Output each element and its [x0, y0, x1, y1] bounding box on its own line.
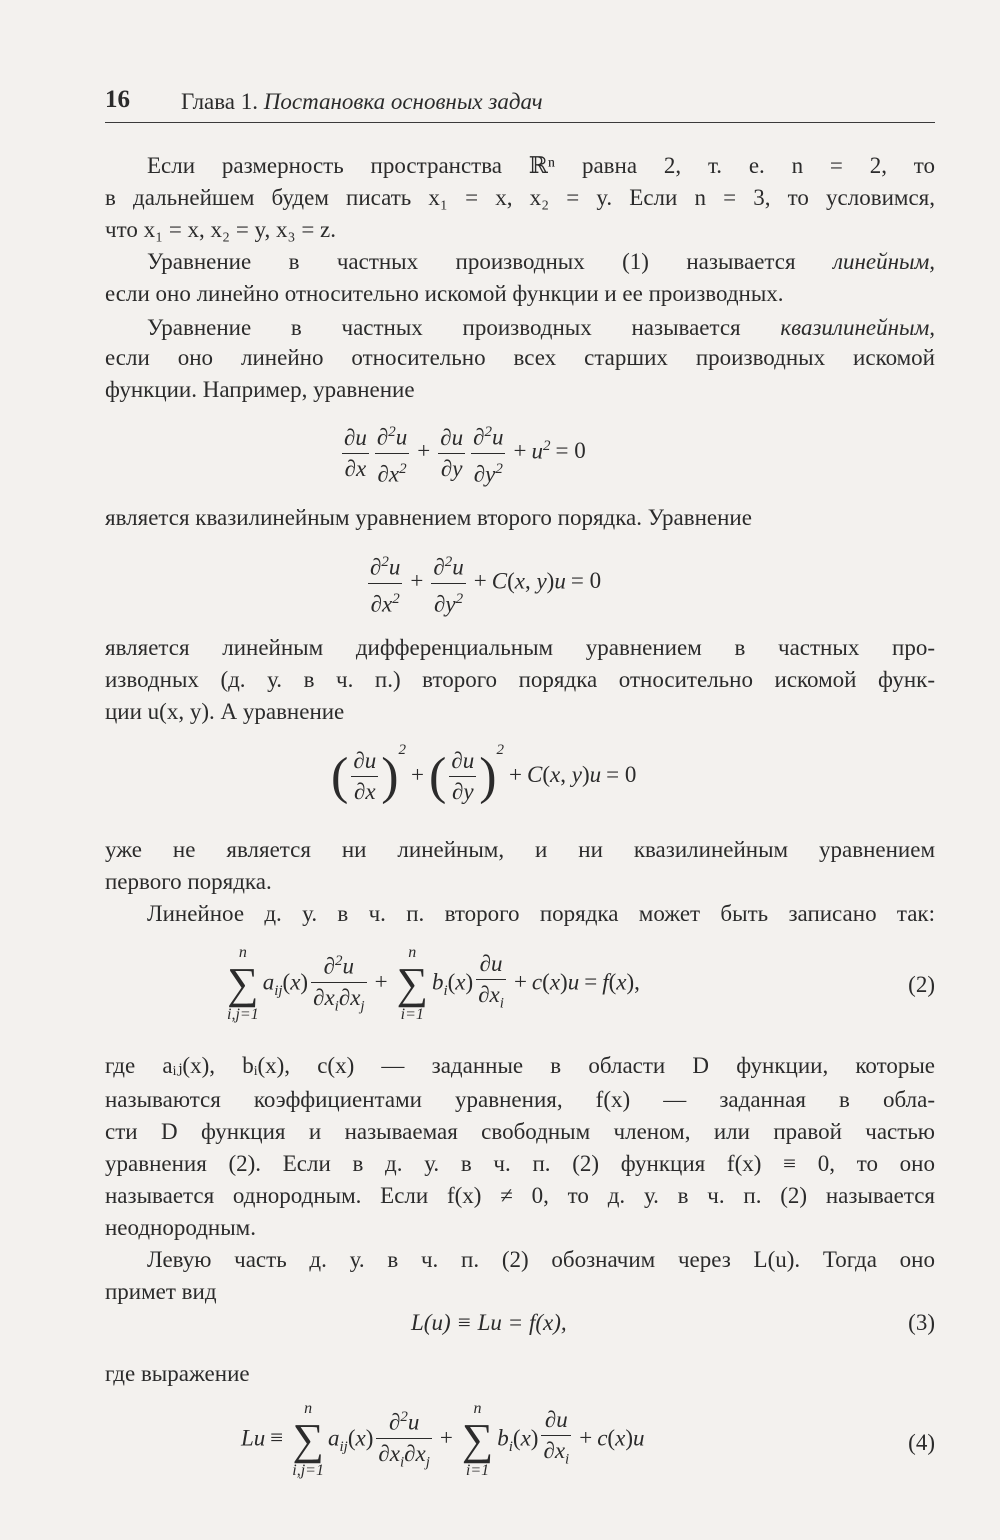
text-line: ции u(x, y). А уравнение	[105, 699, 345, 724]
text-line: Уравнение в частных производных (1) называется линейным,	[147, 249, 935, 274]
equation-2: n ∑ i,j=1 $a_{ij}(x)$ $\frac{\partial^2u}{\partial x_i\partial x_j}$ + n ∑ i=1 $b_i(x)$ $\frac{\partial u}{\partial x_i}$ + c(x)u = f(x), (2)	[227, 944, 935, 1023]
text-line: уравнения (2). Если в д. у. в ч. п. (2) функция f(x) ≡ 0, то оно	[105, 1151, 935, 1176]
equation-number: (3)	[908, 1310, 935, 1335]
text-line: Уравнение в частных производных называется квазилинейным,	[147, 315, 935, 340]
running-header	[105, 86, 935, 123]
equation-4: Lu ≡ n ∑ i,j=1 $a_{ij}(x)$ $\frac{\partial^2u}{\partial x_i\partial x_j}$ + n ∑ i=1 $b_i(x)$ $\frac{\partial u}{\partial x_i}$ + c(x)u (4)	[241, 1400, 935, 1479]
page-number: 16	[105, 86, 130, 113]
term-linear: линейным,	[832, 249, 935, 274]
chapter-title: Постановка основных задач	[263, 89, 543, 114]
text-line: функции. Например, уравнение	[105, 377, 415, 402]
equation-quasilinear: $\frac{\partial u}{\partial x}$ $\frac{\partial^2u}{\partial x^2}$ + $\frac{\partial u}{\partial y}$ $\frac{\partial^2u}{\partial y^2}$ + $u^2 = 0$	[105, 418, 935, 488]
text-line: неоднородным.	[105, 1215, 256, 1240]
text-line: в дальнейшем будем писать x₁ = x, x₂ = y. Если n = 3, то условимся,	[105, 185, 935, 210]
text-line: если оно линейно относительно всех старших производных искомой	[105, 345, 935, 370]
text-line: Линейное д. у. в ч. п. второго порядка может быть записано так:	[147, 901, 935, 926]
text-line: где выражение	[105, 1361, 250, 1386]
text-line: что x₁ = x, x₂ = y, x₃ = z.	[105, 217, 336, 242]
text-line: Если размерность пространства ℝⁿ равна 2, т. е. n = 2, то	[147, 153, 935, 178]
term-quasilinear: квазилинейным,	[780, 315, 935, 340]
text-line: называются коэффициентами уравнения, f(x) — заданная в обла-	[105, 1087, 935, 1112]
text-line: сти D функция и называемая свободным членом, или правой частью	[105, 1119, 935, 1144]
text-line: является квазилинейным уравнением второго порядка. Уравнение	[105, 505, 752, 530]
equation-number: (4)	[908, 1430, 935, 1455]
chapter-heading: Глава 1. Постановка основных задач	[181, 89, 543, 114]
text-line: называется однородным. Если f(x) ≠ 0, то д. у. в ч. п. (2) называется	[105, 1183, 935, 1208]
equation-linear: $\frac{\partial^2u}{\partial x^2}$ + $\frac{\partial^2u}{\partial y^2}$ + C(x, y)u = 0	[105, 548, 935, 618]
text-line: где aᵢⱼ(x), bᵢ(x), c(x) — заданные в области D функции, которые	[105, 1053, 935, 1078]
equation-nonlinear: ( $\frac{\partial u}{\partial x}$ )$^2$+( $\frac{\partial u}{\partial y}$ )$^2$+ C(x, y)u = 0	[331, 742, 637, 806]
text-line: является линейным дифференциальным уравнением в частных про-	[105, 635, 935, 660]
text-line: примет вид	[105, 1279, 217, 1304]
text-line: первого порядка.	[105, 869, 272, 894]
text-line: изводных (д. у. в ч. п.) второго порядка относительно искомой функ-	[105, 667, 935, 692]
equation-number: (2)	[908, 972, 935, 997]
text-line: Левую часть д. у. в ч. п. (2) обозначим через L(u). Тогда оно	[147, 1247, 935, 1272]
text-line: уже не является ни линейным, и ни квазилинейным уравнением	[105, 837, 935, 862]
text-line: если оно линейно относительно искомой функции и ее производных.	[105, 281, 784, 306]
equation-3: L(u) ≡ Lu = f(x), (3)	[411, 1310, 935, 1335]
